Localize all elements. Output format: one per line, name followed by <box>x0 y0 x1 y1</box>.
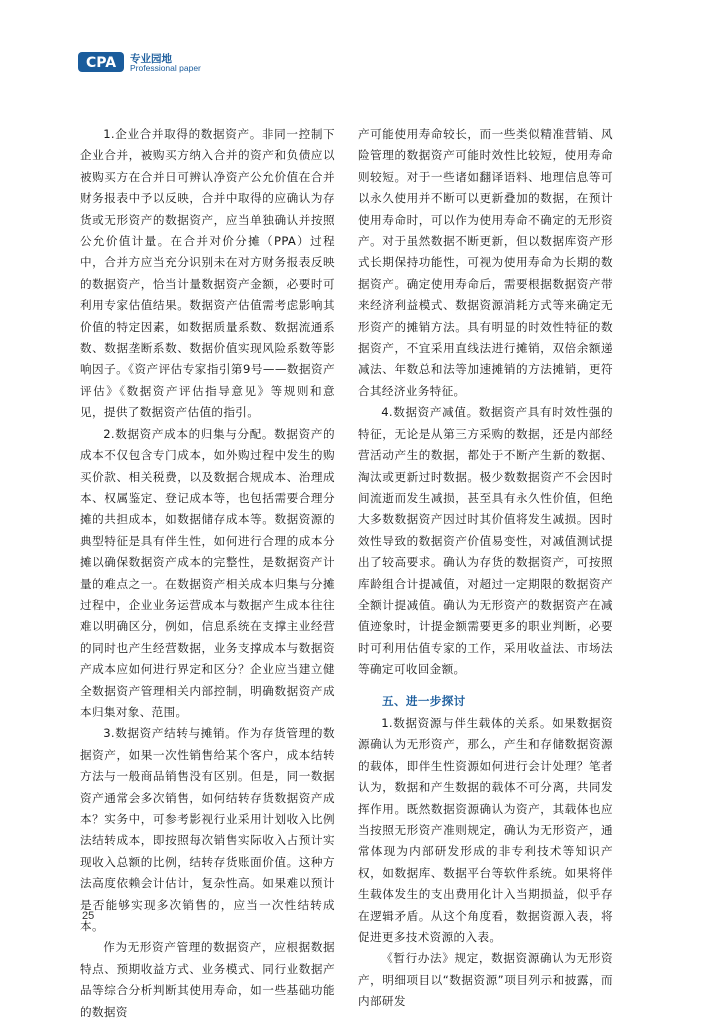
page-number: 25 <box>82 910 95 922</box>
section-title-cn: 专业园地 <box>130 53 172 65</box>
cpa-logo-icon <box>78 50 124 74</box>
logo-text: CPA <box>85 55 117 71</box>
paragraph: 4.数据资产减值。数据资产具有时效性强的特征，无论是从第三方采购的数据，还是内部经营活动产生的数据，都处于不断产生新的数据、淘汰或更新过时数据。极少数数据资产不会因时间流逝而发生减损，甚至具有永久性价值，但绝大多数数据资产因过时其价值将发生减损。因时效性导致的数据资产价值易变性，对减值测试提出了较高要求。确认为存货的数据资产，可按照库龄组合计提减值，对超过一定期限的数据资产全额计提减值。确认为无形资产的数据资产在减值迹象时，计提金额需要更多的职业判断，必要时可利用估值专家的工作，采用收益法、市场法等确定可收回金额。 <box>358 405 613 677</box>
paragraph: 3.数据资产结转与摊销。作为存货管理的数据资产，如果一次性销售给某个客户，成本结转方法与一般商品销售没有区别。但是，同一数据资产通常会多次销售，如何结转存货数据资产成本？实务中，可参考影视行业采用计划收入比例法结转成本，即按照每次销售实际收入占预计实现收入总额的比例，结转存货账面价值。这种方法高度依赖会计估计，复杂性高。如果难以预计是否能够实现多次销售的，应当一次性结转成本。 <box>80 726 335 934</box>
page-header <box>78 50 378 78</box>
paragraph: 2.数据资产成本的归集与分配。数据资产的成本不仅包含专门成本，如外购过程中发生的购买价款、相关税费，以及数据合规成本、治理成本、权属鉴定、登记成本等，也包括需要合理分摊的共担成本，如数据储存成本等。数据资源的典型特征是具有伴生性，如何进行合理的成本分摊以确保数据资产成本的完整性，是数据资产计量的难点之一。在数据资产相关成本归集与分摊过程中，企业业务运营成本与数据产生成本往往难以明确区分，例如，信息系统在支撑主业经营的同时也产生经营数据，业务支撑成本与数据资产成本应如何进行界定和区分？企业应当建立健全数据资产管理相关内部控制，明确数据资产成本归集对象、范围。 <box>80 426 335 719</box>
paragraph: 产可能使用寿命较长，而一些类似精准营销、风险管理的数据资产可能时效性比较短，使用寿命则较短。对于一些诸如翻译语料、地理信息等可以永久使用并不断可以更新叠加的数据，在预计使用寿命时，可以作为使用寿命不确定的无形资产。对于虽然数据不断更新，但以数据库资产形式长期保持功能性，可视为使用寿命为长期的数据资产。确定使用寿命后，需要根据数据资产带来经济利益模式、数据资源消耗方式等来确定无形资产的摊销方法。具有明显的时效性特征的数据资产，不宜采用直线法进行摊销，双倍余额递减法、年数总和法等加速摊销的方法摊销，更符合其经济业务特征。 <box>358 127 613 398</box>
paragraph: 作为无形资产管理的数据资产，应根据数据特点、预期收益方式、业务模式、同行业数据产品等综合分析判断其使用寿命，如一些基础功能的数据资 <box>80 940 335 1019</box>
section-heading: 五、进一步探讨 <box>382 693 466 708</box>
section-title-en: Professional paper <box>130 63 201 73</box>
paragraph: 1.企业合并取得的数据资产。非同一控制下企业合并，被购买方纳入合并的资产和负债应以被购买方在合并日可辨认净资产公允价值在合并财务报表中予以反映，合并中取得的应确认为存货或无形资产的数据资产，应当单独确认并按照公允价值计量。在合并对价分摊（PPA）过程中，合并方应当充分识别未在对方财务报表反映的数据资产，恰当计量数据资产金额，必要时可利用专家估值结果。数据资产估值需考虑影响其价值的特定因素，如数据质量系数、数据流通系数、数据垄断系数、数据价值实现风险系数等影响因子。《资产评估专家指引第9号——数据资产评估》《数据资产评估指导意见》等规则和意见，提供了数据资产估值的指引。 <box>80 127 335 420</box>
paragraph: 《暂行办法》规定，数据资源确认为无形资产，明细项目以“数据资源”项目列示和披露，而内部研发 <box>358 951 613 1009</box>
right-column <box>358 124 613 1013</box>
paragraph: 1.数据资源与伴生载体的关系。如果数据资源确认为无形资产，那么，产生和存储数据资源的载体，即伴生性资源如何进行会计处理？笔者认为，数据和产生数据的载体不可分离，共同发挥作用。既然数据资源确认为资产，其载体也应当按照无形资产准则规定，确认为无形资产，通常体现为内部研发形成的非专利技术等知识产权，如数据库、数据平台等软件系统。如果将伴生载体发生的支出费用化计入当期损益，似乎存在逻辑矛盾。从这个角度看，数据资源入表，将促进更多技术资源的入表。 <box>358 715 613 945</box>
left-column <box>80 124 335 1023</box>
